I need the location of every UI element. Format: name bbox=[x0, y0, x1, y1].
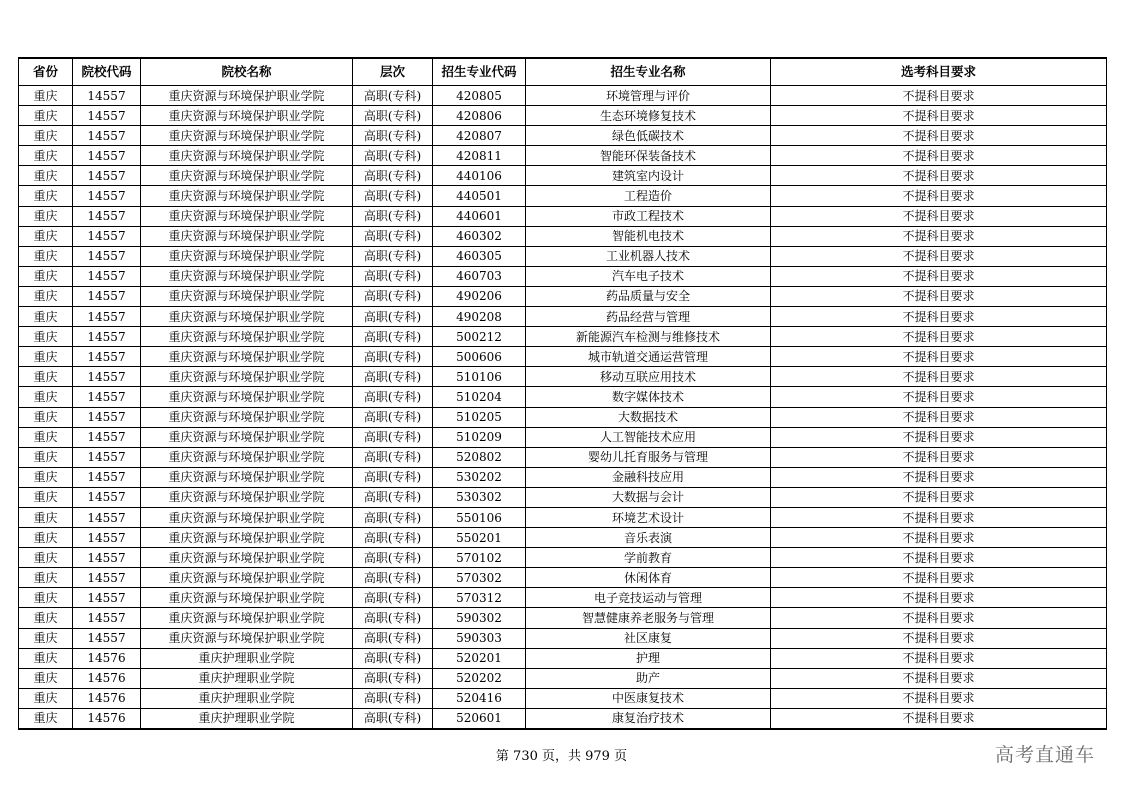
table-body bbox=[19, 86, 1107, 730]
table-row bbox=[19, 146, 1107, 166]
cell-school-code: 14557 bbox=[73, 427, 141, 447]
cell-level: 高职(专科) bbox=[353, 608, 433, 628]
cell-level: 高职(专科) bbox=[353, 427, 433, 447]
cell-school-name: 重庆护理职业学院 bbox=[141, 708, 353, 729]
cell-major-code: 570102 bbox=[433, 548, 526, 568]
cell-school-name: 重庆资源与环境保护职业学院 bbox=[141, 528, 353, 548]
cell-level: 高职(专科) bbox=[353, 708, 433, 729]
cell-province: 重庆 bbox=[19, 186, 73, 206]
cell-subject-requirement: 不提科目要求 bbox=[771, 226, 1107, 246]
cell-school-name: 重庆资源与环境保护职业学院 bbox=[141, 166, 353, 186]
cell-school-name: 重庆资源与环境保护职业学院 bbox=[141, 307, 353, 327]
cell-major-name: 工业机器人技术 bbox=[526, 246, 771, 266]
cell-school-name: 重庆资源与环境保护职业学院 bbox=[141, 507, 353, 527]
cell-subject-requirement: 不提科目要求 bbox=[771, 307, 1107, 327]
cell-province: 重庆 bbox=[19, 467, 73, 487]
table-row bbox=[19, 427, 1107, 447]
table-row bbox=[19, 286, 1107, 306]
cell-school-code: 14557 bbox=[73, 608, 141, 628]
cell-subject-requirement: 不提科目要求 bbox=[771, 568, 1107, 588]
cell-school-name: 重庆资源与环境保护职业学院 bbox=[141, 467, 353, 487]
cell-major-name: 绿色低碳技术 bbox=[526, 126, 771, 146]
cell-school-code: 14557 bbox=[73, 548, 141, 568]
cell-major-name: 大数据技术 bbox=[526, 407, 771, 427]
cell-subject-requirement: 不提科目要求 bbox=[771, 186, 1107, 206]
cell-school-code: 14557 bbox=[73, 528, 141, 548]
cell-major-name: 生态环境修复技术 bbox=[526, 106, 771, 126]
table-row bbox=[19, 708, 1107, 729]
cell-province: 重庆 bbox=[19, 407, 73, 427]
cell-major-code: 440106 bbox=[433, 166, 526, 186]
cell-major-code: 500606 bbox=[433, 347, 526, 367]
cell-major-code: 490206 bbox=[433, 286, 526, 306]
cell-major-code: 440501 bbox=[433, 186, 526, 206]
cell-level: 高职(专科) bbox=[353, 166, 433, 186]
header-major-code: 招生专业代码 bbox=[433, 58, 526, 86]
cell-province: 重庆 bbox=[19, 206, 73, 226]
cell-school-code: 14557 bbox=[73, 367, 141, 387]
cell-major-name: 人工智能技术应用 bbox=[526, 427, 771, 447]
table-row bbox=[19, 568, 1107, 588]
cell-school-code: 14557 bbox=[73, 286, 141, 306]
cell-subject-requirement: 不提科目要求 bbox=[771, 387, 1107, 407]
cell-province: 重庆 bbox=[19, 507, 73, 527]
cell-school-name: 重庆资源与环境保护职业学院 bbox=[141, 487, 353, 507]
cell-major-code: 520416 bbox=[433, 688, 526, 708]
cell-major-code: 550106 bbox=[433, 507, 526, 527]
cell-subject-requirement: 不提科目要求 bbox=[771, 608, 1107, 628]
cell-province: 重庆 bbox=[19, 387, 73, 407]
cell-level: 高职(专科) bbox=[353, 548, 433, 568]
cell-subject-requirement: 不提科目要求 bbox=[771, 206, 1107, 226]
table-row bbox=[19, 126, 1107, 146]
cell-subject-requirement: 不提科目要求 bbox=[771, 528, 1107, 548]
cell-school-code: 14557 bbox=[73, 106, 141, 126]
cell-school-code: 14557 bbox=[73, 467, 141, 487]
table-header-row bbox=[19, 58, 1107, 86]
cell-school-name: 重庆资源与环境保护职业学院 bbox=[141, 226, 353, 246]
admissions-table bbox=[18, 57, 1107, 730]
cell-major-code: 510204 bbox=[433, 387, 526, 407]
cell-level: 高职(专科) bbox=[353, 186, 433, 206]
cell-subject-requirement: 不提科目要求 bbox=[771, 246, 1107, 266]
cell-major-name: 数字媒体技术 bbox=[526, 387, 771, 407]
header-school-name: 院校名称 bbox=[141, 58, 353, 86]
table-row bbox=[19, 588, 1107, 608]
cell-province: 重庆 bbox=[19, 427, 73, 447]
cell-major-name: 助产 bbox=[526, 668, 771, 688]
cell-level: 高职(专科) bbox=[353, 126, 433, 146]
cell-province: 重庆 bbox=[19, 528, 73, 548]
cell-level: 高职(专科) bbox=[353, 307, 433, 327]
cell-province: 重庆 bbox=[19, 487, 73, 507]
cell-level: 高职(专科) bbox=[353, 528, 433, 548]
cell-major-code: 460305 bbox=[433, 246, 526, 266]
cell-level: 高职(专科) bbox=[353, 266, 433, 286]
cell-province: 重庆 bbox=[19, 226, 73, 246]
cell-school-name: 重庆资源与环境保护职业学院 bbox=[141, 86, 353, 106]
cell-school-code: 14557 bbox=[73, 86, 141, 106]
cell-major-code: 420811 bbox=[433, 146, 526, 166]
cell-major-name: 建筑室内设计 bbox=[526, 166, 771, 186]
table-row bbox=[19, 608, 1107, 628]
cell-level: 高职(专科) bbox=[353, 447, 433, 467]
cell-major-name: 新能源汽车检测与维修技术 bbox=[526, 327, 771, 347]
cell-major-code: 520201 bbox=[433, 648, 526, 668]
cell-province: 重庆 bbox=[19, 286, 73, 306]
cell-school-name: 重庆资源与环境保护职业学院 bbox=[141, 246, 353, 266]
cell-school-name: 重庆资源与环境保护职业学院 bbox=[141, 286, 353, 306]
cell-major-name: 药品经营与管理 bbox=[526, 307, 771, 327]
cell-school-name: 重庆护理职业学院 bbox=[141, 648, 353, 668]
cell-subject-requirement: 不提科目要求 bbox=[771, 427, 1107, 447]
cell-province: 重庆 bbox=[19, 266, 73, 286]
header-major-name: 招生专业名称 bbox=[526, 58, 771, 86]
cell-subject-requirement: 不提科目要求 bbox=[771, 708, 1107, 729]
cell-major-code: 590302 bbox=[433, 608, 526, 628]
header-level: 层次 bbox=[353, 58, 433, 86]
cell-major-name: 城市轨道交通运营管理 bbox=[526, 347, 771, 367]
cell-major-code: 550201 bbox=[433, 528, 526, 548]
cell-level: 高职(专科) bbox=[353, 668, 433, 688]
cell-subject-requirement: 不提科目要求 bbox=[771, 266, 1107, 286]
cell-subject-requirement: 不提科目要求 bbox=[771, 487, 1107, 507]
cell-subject-requirement: 不提科目要求 bbox=[771, 688, 1107, 708]
cell-school-name: 重庆资源与环境保护职业学院 bbox=[141, 628, 353, 648]
cell-major-code: 420805 bbox=[433, 86, 526, 106]
cell-level: 高职(专科) bbox=[353, 286, 433, 306]
cell-major-code: 460302 bbox=[433, 226, 526, 246]
cell-major-name: 康复治疗技术 bbox=[526, 708, 771, 729]
cell-major-name: 休闲体育 bbox=[526, 568, 771, 588]
cell-major-name: 移动互联应用技术 bbox=[526, 367, 771, 387]
cell-province: 重庆 bbox=[19, 307, 73, 327]
cell-major-name: 药品质量与安全 bbox=[526, 286, 771, 306]
cell-major-code: 530202 bbox=[433, 467, 526, 487]
table-row bbox=[19, 407, 1107, 427]
cell-province: 重庆 bbox=[19, 246, 73, 266]
cell-major-name: 工程造价 bbox=[526, 186, 771, 206]
table-row bbox=[19, 206, 1107, 226]
cell-school-code: 14557 bbox=[73, 166, 141, 186]
cell-subject-requirement: 不提科目要求 bbox=[771, 628, 1107, 648]
cell-school-code: 14557 bbox=[73, 447, 141, 467]
table-row bbox=[19, 166, 1107, 186]
cell-school-name: 重庆资源与环境保护职业学院 bbox=[141, 427, 353, 447]
cell-school-name: 重庆资源与环境保护职业学院 bbox=[141, 266, 353, 286]
cell-school-code: 14557 bbox=[73, 307, 141, 327]
cell-school-code: 14576 bbox=[73, 648, 141, 668]
table-row bbox=[19, 487, 1107, 507]
cell-major-code: 510209 bbox=[433, 427, 526, 447]
page-number: 第 730 页，共 979 页 bbox=[495, 749, 628, 764]
cell-major-name: 音乐表演 bbox=[526, 528, 771, 548]
table-row bbox=[19, 387, 1107, 407]
cell-province: 重庆 bbox=[19, 668, 73, 688]
cell-school-name: 重庆资源与环境保护职业学院 bbox=[141, 126, 353, 146]
cell-level: 高职(专科) bbox=[353, 407, 433, 427]
table-row bbox=[19, 628, 1107, 648]
cell-province: 重庆 bbox=[19, 146, 73, 166]
cell-major-name: 大数据与会计 bbox=[526, 487, 771, 507]
cell-province: 重庆 bbox=[19, 166, 73, 186]
table-row bbox=[19, 186, 1107, 206]
cell-subject-requirement: 不提科目要求 bbox=[771, 668, 1107, 688]
cell-major-name: 市政工程技术 bbox=[526, 206, 771, 226]
cell-major-name: 电子竞技运动与管理 bbox=[526, 588, 771, 608]
cell-subject-requirement: 不提科目要求 bbox=[771, 588, 1107, 608]
cell-school-name: 重庆资源与环境保护职业学院 bbox=[141, 206, 353, 226]
cell-level: 高职(专科) bbox=[353, 347, 433, 367]
cell-level: 高职(专科) bbox=[353, 568, 433, 588]
cell-school-code: 14557 bbox=[73, 126, 141, 146]
cell-major-code: 420806 bbox=[433, 106, 526, 126]
cell-subject-requirement: 不提科目要求 bbox=[771, 648, 1107, 668]
table-row bbox=[19, 226, 1107, 246]
cell-major-code: 440601 bbox=[433, 206, 526, 226]
cell-major-name: 护理 bbox=[526, 648, 771, 668]
table-row bbox=[19, 246, 1107, 266]
cell-province: 重庆 bbox=[19, 126, 73, 146]
cell-province: 重庆 bbox=[19, 628, 73, 648]
cell-level: 高职(专科) bbox=[353, 628, 433, 648]
cell-school-code: 14557 bbox=[73, 387, 141, 407]
cell-major-code: 500212 bbox=[433, 327, 526, 347]
cell-level: 高职(专科) bbox=[353, 206, 433, 226]
cell-level: 高职(专科) bbox=[353, 86, 433, 106]
cell-major-code: 570312 bbox=[433, 588, 526, 608]
cell-province: 重庆 bbox=[19, 608, 73, 628]
cell-school-code: 14557 bbox=[73, 206, 141, 226]
cell-province: 重庆 bbox=[19, 447, 73, 467]
cell-school-code: 14557 bbox=[73, 588, 141, 608]
cell-major-code: 510106 bbox=[433, 367, 526, 387]
table-row bbox=[19, 327, 1107, 347]
cell-school-name: 重庆资源与环境保护职业学院 bbox=[141, 106, 353, 126]
cell-school-name: 重庆资源与环境保护职业学院 bbox=[141, 447, 353, 467]
cell-province: 重庆 bbox=[19, 588, 73, 608]
cell-major-code: 530302 bbox=[433, 487, 526, 507]
cell-major-code: 520601 bbox=[433, 708, 526, 729]
cell-province: 重庆 bbox=[19, 106, 73, 126]
cell-level: 高职(专科) bbox=[353, 106, 433, 126]
cell-major-name: 智慧健康养老服务与管理 bbox=[526, 608, 771, 628]
cell-school-code: 14576 bbox=[73, 708, 141, 729]
cell-school-name: 重庆资源与环境保护职业学院 bbox=[141, 146, 353, 166]
cell-subject-requirement: 不提科目要求 bbox=[771, 507, 1107, 527]
cell-school-code: 14557 bbox=[73, 487, 141, 507]
cell-major-name: 学前教育 bbox=[526, 548, 771, 568]
cell-school-name: 重庆资源与环境保护职业学院 bbox=[141, 568, 353, 588]
cell-school-name: 重庆资源与环境保护职业学院 bbox=[141, 327, 353, 347]
cell-major-name: 智能机电技术 bbox=[526, 226, 771, 246]
cell-subject-requirement: 不提科目要求 bbox=[771, 407, 1107, 427]
cell-major-name: 环境管理与评价 bbox=[526, 86, 771, 106]
watermark-brand: 高考直通车 bbox=[994, 744, 1095, 766]
table-row bbox=[19, 106, 1107, 126]
cell-major-name: 中医康复技术 bbox=[526, 688, 771, 708]
cell-school-code: 14557 bbox=[73, 628, 141, 648]
cell-province: 重庆 bbox=[19, 86, 73, 106]
cell-province: 重庆 bbox=[19, 327, 73, 347]
table-row bbox=[19, 688, 1107, 708]
cell-level: 高职(专科) bbox=[353, 588, 433, 608]
cell-level: 高职(专科) bbox=[353, 226, 433, 246]
cell-school-code: 14576 bbox=[73, 688, 141, 708]
cell-school-name: 重庆资源与环境保护职业学院 bbox=[141, 367, 353, 387]
header-school-code: 院校代码 bbox=[73, 58, 141, 86]
cell-level: 高职(专科) bbox=[353, 648, 433, 668]
cell-major-name: 智能环保装备技术 bbox=[526, 146, 771, 166]
cell-school-code: 14557 bbox=[73, 568, 141, 588]
table-row bbox=[19, 648, 1107, 668]
cell-major-code: 460703 bbox=[433, 266, 526, 286]
table-row bbox=[19, 467, 1107, 487]
cell-school-name: 重庆资源与环境保护职业学院 bbox=[141, 588, 353, 608]
table-row bbox=[19, 307, 1107, 327]
cell-subject-requirement: 不提科目要求 bbox=[771, 447, 1107, 467]
cell-level: 高职(专科) bbox=[353, 246, 433, 266]
cell-subject-requirement: 不提科目要求 bbox=[771, 347, 1107, 367]
cell-school-code: 14557 bbox=[73, 186, 141, 206]
table-row bbox=[19, 548, 1107, 568]
cell-subject-requirement: 不提科目要求 bbox=[771, 286, 1107, 306]
table-row bbox=[19, 367, 1107, 387]
cell-major-code: 570302 bbox=[433, 568, 526, 588]
cell-school-name: 重庆资源与环境保护职业学院 bbox=[141, 608, 353, 628]
cell-subject-requirement: 不提科目要求 bbox=[771, 146, 1107, 166]
cell-major-code: 420807 bbox=[433, 126, 526, 146]
cell-school-code: 14557 bbox=[73, 146, 141, 166]
cell-school-code: 14557 bbox=[73, 407, 141, 427]
cell-level: 高职(专科) bbox=[353, 467, 433, 487]
cell-subject-requirement: 不提科目要求 bbox=[771, 86, 1107, 106]
cell-school-name: 重庆护理职业学院 bbox=[141, 668, 353, 688]
cell-school-code: 14557 bbox=[73, 347, 141, 367]
table-row bbox=[19, 447, 1107, 467]
cell-school-code: 14557 bbox=[73, 507, 141, 527]
cell-major-code: 590303 bbox=[433, 628, 526, 648]
cell-school-name: 重庆护理职业学院 bbox=[141, 688, 353, 708]
cell-subject-requirement: 不提科目要求 bbox=[771, 367, 1107, 387]
cell-province: 重庆 bbox=[19, 367, 73, 387]
table-row bbox=[19, 528, 1107, 548]
header-subject-requirement: 选考科目要求 bbox=[771, 58, 1107, 86]
cell-subject-requirement: 不提科目要求 bbox=[771, 548, 1107, 568]
cell-school-name: 重庆资源与环境保护职业学院 bbox=[141, 548, 353, 568]
cell-province: 重庆 bbox=[19, 648, 73, 668]
cell-major-code: 490208 bbox=[433, 307, 526, 327]
table-row bbox=[19, 507, 1107, 527]
cell-province: 重庆 bbox=[19, 568, 73, 588]
cell-major-name: 婴幼儿托育服务与管理 bbox=[526, 447, 771, 467]
cell-subject-requirement: 不提科目要求 bbox=[771, 327, 1107, 347]
cell-subject-requirement: 不提科目要求 bbox=[771, 467, 1107, 487]
cell-level: 高职(专科) bbox=[353, 367, 433, 387]
cell-level: 高职(专科) bbox=[353, 487, 433, 507]
cell-school-code: 14557 bbox=[73, 246, 141, 266]
cell-major-code: 510205 bbox=[433, 407, 526, 427]
cell-level: 高职(专科) bbox=[353, 327, 433, 347]
cell-major-name: 环境艺术设计 bbox=[526, 507, 771, 527]
cell-major-name: 社区康复 bbox=[526, 628, 771, 648]
cell-major-code: 520802 bbox=[433, 447, 526, 467]
table-row bbox=[19, 86, 1107, 106]
cell-subject-requirement: 不提科目要求 bbox=[771, 166, 1107, 186]
table-row bbox=[19, 668, 1107, 688]
cell-level: 高职(专科) bbox=[353, 387, 433, 407]
cell-school-name: 重庆资源与环境保护职业学院 bbox=[141, 186, 353, 206]
cell-major-code: 520202 bbox=[433, 668, 526, 688]
cell-school-code: 14557 bbox=[73, 226, 141, 246]
cell-province: 重庆 bbox=[19, 548, 73, 568]
cell-school-code: 14557 bbox=[73, 266, 141, 286]
cell-school-name: 重庆资源与环境保护职业学院 bbox=[141, 407, 353, 427]
cell-subject-requirement: 不提科目要求 bbox=[771, 126, 1107, 146]
cell-school-name: 重庆资源与环境保护职业学院 bbox=[141, 387, 353, 407]
cell-level: 高职(专科) bbox=[353, 507, 433, 527]
cell-subject-requirement: 不提科目要求 bbox=[771, 106, 1107, 126]
table-row bbox=[19, 266, 1107, 286]
cell-school-code: 14576 bbox=[73, 668, 141, 688]
cell-major-name: 金融科技应用 bbox=[526, 467, 771, 487]
cell-school-name: 重庆资源与环境保护职业学院 bbox=[141, 347, 353, 367]
cell-province: 重庆 bbox=[19, 708, 73, 729]
table-row bbox=[19, 347, 1107, 367]
cell-school-code: 14557 bbox=[73, 327, 141, 347]
cell-province: 重庆 bbox=[19, 688, 73, 708]
cell-level: 高职(专科) bbox=[353, 146, 433, 166]
cell-major-name: 汽车电子技术 bbox=[526, 266, 771, 286]
header-province: 省份 bbox=[19, 58, 73, 86]
cell-province: 重庆 bbox=[19, 347, 73, 367]
cell-level: 高职(专科) bbox=[353, 688, 433, 708]
